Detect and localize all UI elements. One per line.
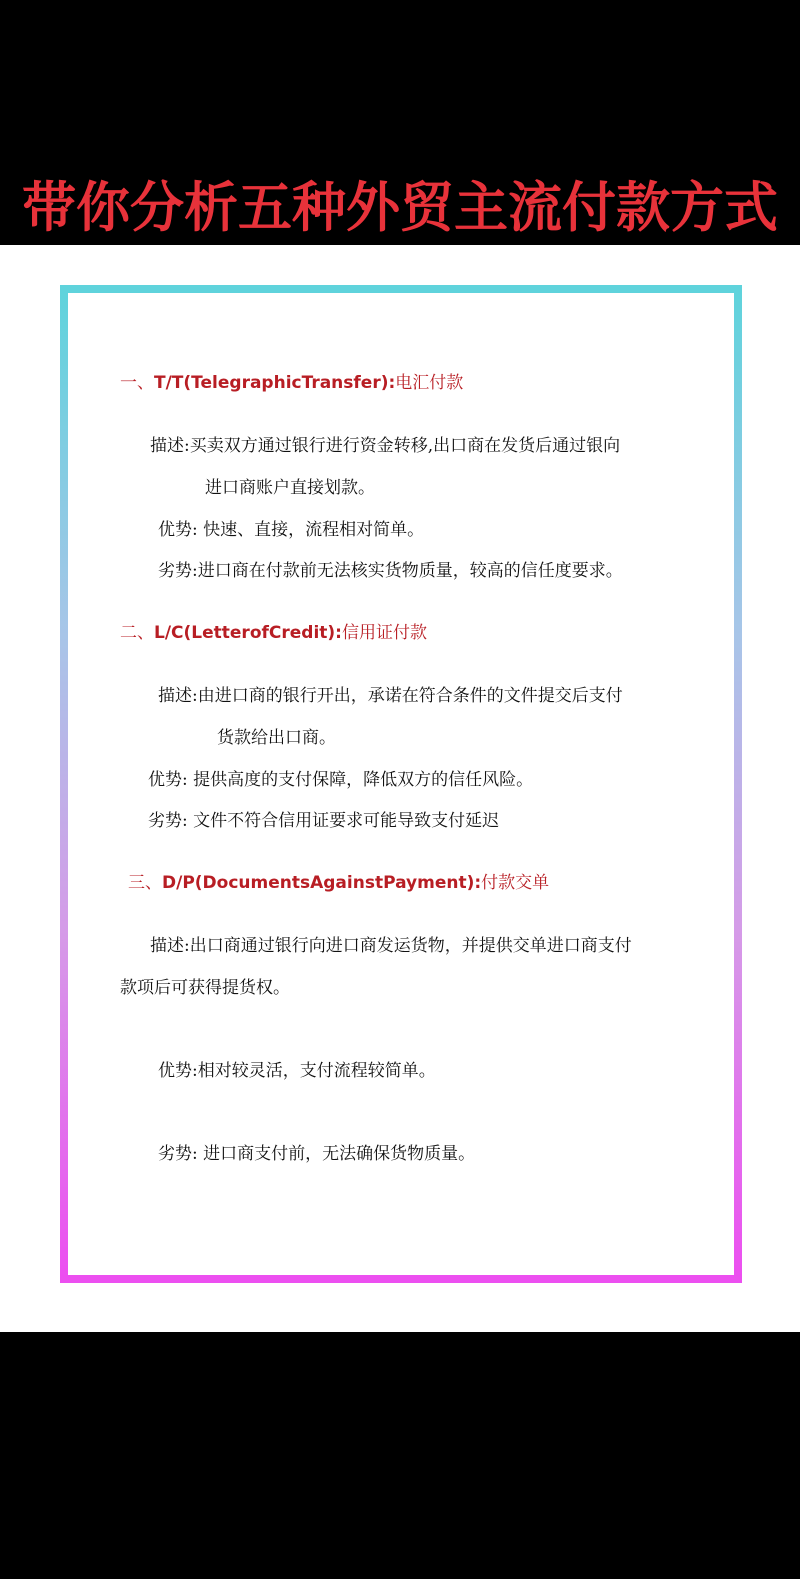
section-name: 付款交单 — [481, 873, 550, 893]
dp-advantages: 优势:相对较灵活，支付流程较简单。 — [158, 1061, 436, 1081]
section-heading-lc — [120, 618, 427, 643]
document-page — [0, 245, 800, 1332]
bottom-bar — [0, 1332, 800, 1579]
section-name: 电汇付款 — [395, 373, 464, 393]
section-number: 二、 — [120, 623, 154, 643]
section-heading-dp — [128, 868, 549, 893]
lc-disadvantages: 劣势: 文件不符合信用证要求可能导致支付延迟 — [148, 811, 500, 831]
tt-description-line-2: 进口商账户直接划款。 — [205, 478, 375, 498]
tt-description-line-1: 描述:买卖双方通过银行进行资金转移,出口商在发货后通过银向 — [150, 436, 621, 456]
dp-description-line-1: 描述:出口商通过银行向进口商发运货物，并提供交单进口商支付 — [150, 936, 632, 956]
lc-advantages: 优势: 提供高度的支付保障，降低双方的信任风险。 — [148, 770, 534, 790]
section-code: L/C(LetterofCredit): — [154, 623, 342, 643]
section-code: T/T(TelegraphicTransfer): — [154, 373, 396, 393]
banner-title: 带你分析五种外贸主流付款方式 — [22, 176, 778, 239]
top-banner — [0, 0, 800, 245]
tt-disadvantages: 劣势:进口商在付款前无法核实货物质量，较高的信任度要求。 — [158, 561, 623, 581]
section-number: 三、 — [128, 873, 162, 893]
dp-disadvantages: 劣势: 进口商支付前，无法确保货物质量。 — [158, 1144, 476, 1164]
lc-description-line-2: 货款给出口商。 — [217, 728, 336, 748]
lc-description-line-1: 描述:由进口商的银行开出，承诺在符合条件的文件提交后支付 — [158, 686, 623, 706]
dp-description-line-2: 款项后可获得提货权。 — [120, 978, 290, 998]
section-name: 信用证付款 — [341, 623, 427, 643]
tt-advantages: 优势: 快速、直接，流程相对简单。 — [158, 520, 425, 540]
section-code: D/P(DocumentsAgainstPayment): — [162, 873, 482, 893]
section-number: 一、 — [120, 373, 154, 393]
section-heading-tt — [120, 368, 463, 393]
